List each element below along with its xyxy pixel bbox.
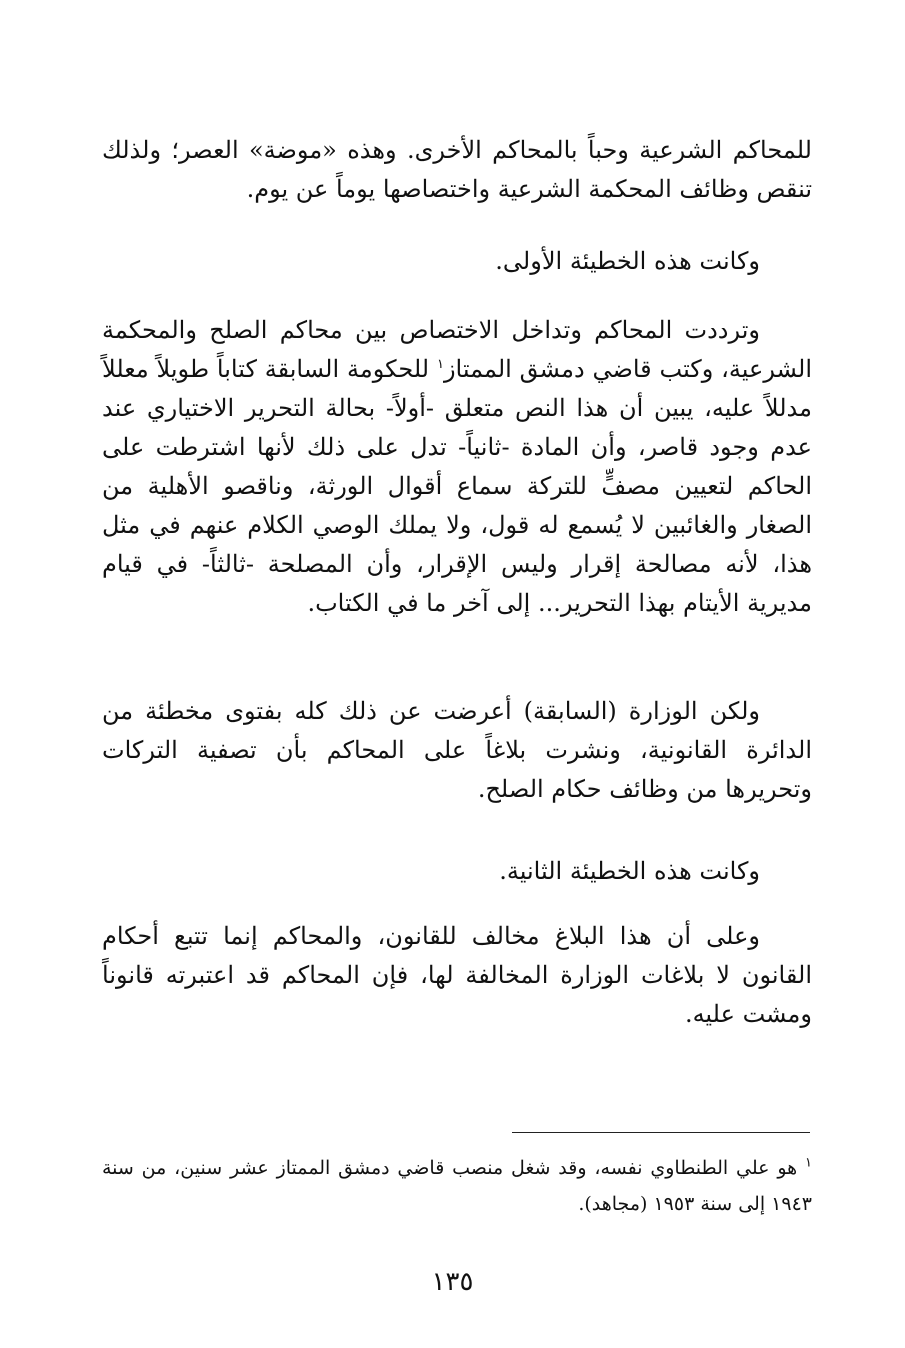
paragraph-3-text-end: للحكومة السابقة كتاباً طويلاً معللاً مدللاً عليه، يبين أن هذا النص متعلق -أولاً- بحالة التحرير الاختياري عند عدم وجود قاصر، وأن المادة -ثانياً- تدل على ذلك لأنها اشترطت على الحاكم لتعيين مصفٍّ للتركة سماع أقوال الورثة، وناقصو الأهلية من الصغار والغائبين لا يُسمع له قول، ولا يملك الوصي الكلام عنهم في مثل هذا، لأنه مصالحة إقرار وليس الإقرار، وأن المصلحة -ثالثاً- في قيام مديرية الأيتام بهذا التحرير... إلى آخر ما في الكتاب. xyxy=(102,355,813,617)
paragraph-4 xyxy=(102,692,812,809)
footnote-marker: ١ xyxy=(805,1155,812,1171)
paragraph-4-text: ولكن الوزارة (السابقة) أعرضت عن ذلك كله بفتوى مخطئة من الدائرة القانونية، ونشرت بلاغاً على المحاكم بأن تصفية التركات وتحريرها من وظائف حكام الصلح. xyxy=(102,697,812,803)
paragraph-2-text: وكانت هذه الخطيئة الأولى. xyxy=(495,247,760,275)
paragraph-6 xyxy=(102,917,812,1034)
footnote-reference-marker: ١ xyxy=(436,357,444,372)
paragraph-5-text: وكانت هذه الخطيئة الثانية. xyxy=(499,857,760,885)
paragraph-6-text: وعلى أن هذا البلاغ مخالف للقانون، والمحاكم إنما تتبع أحكام القانون لا بلاغات الوزارة المخالفة لها، فإن المحاكم قد اعتبرته قانوناً ومشت عليه. xyxy=(102,922,812,1028)
footnote-divider xyxy=(512,1132,810,1133)
paragraph-2 xyxy=(102,242,812,281)
paragraph-3-text xyxy=(102,311,812,623)
paragraph-3 xyxy=(102,311,812,623)
page-number: ١٣٥ xyxy=(431,1267,474,1297)
paragraph-3-text-start: وترددت المحاكم وتداخل الاختصاص بين محاكم الصلح والمحكمة الشرعية، وكتب قاضي دمشق الممتاز xyxy=(102,316,812,383)
paragraph-5 xyxy=(102,852,812,891)
footnote xyxy=(102,1150,812,1222)
paragraph-1-text: للمحاكم الشرعية وحباً بالمحاكم الأخرى. وهذه «موضة» العصر؛ ولذلك تنقص وظائف المحكمة الشرعية واختصاصها يوماً عن يوم. xyxy=(102,136,812,203)
footnote-text: هو علي الطنطاوي نفسه، وقد شغل منصب قاضي دمشق الممتاز عشر سنين، من سنة ١٩٤٣ إلى سنة ١٩٥٣ (مجاهد). xyxy=(102,1157,812,1215)
paragraph-1 xyxy=(102,131,812,209)
